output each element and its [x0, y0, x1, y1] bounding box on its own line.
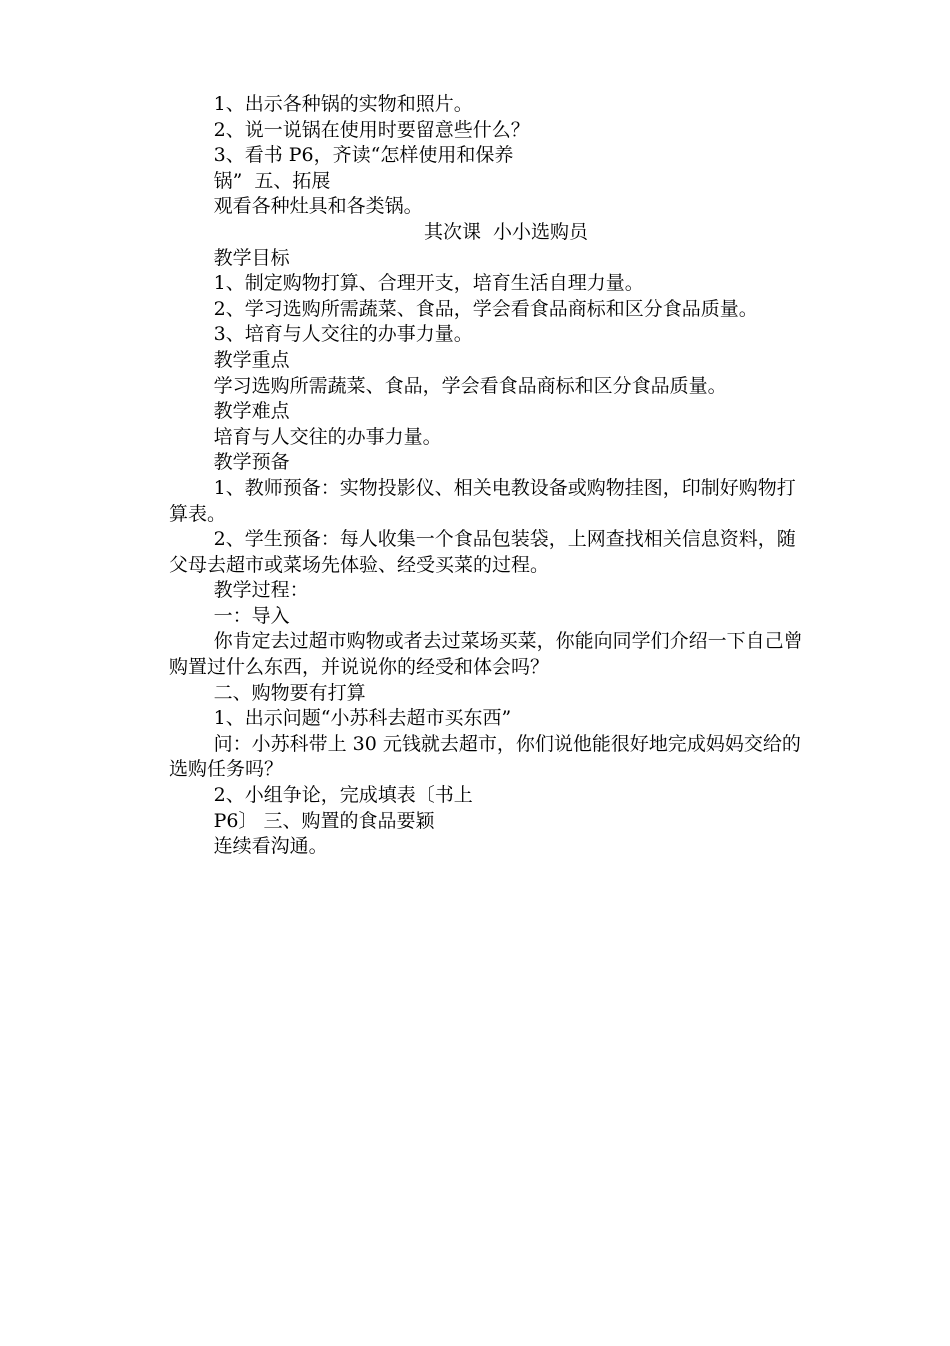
paragraph: P6〕 三、购置的食品要颖 [213, 809, 435, 832]
paragraph: 3、培育与人交往的办事力量。 [213, 323, 473, 346]
lesson-title: 其次课 小小选购员 [423, 220, 589, 243]
section-heading: 教学过程： [213, 579, 309, 602]
paragraph: 2、小组争论，完成填表〔书上 [213, 784, 473, 807]
paragraph: 观看各种灶具和各类锅。 [213, 195, 423, 218]
paragraph: 连续看沟通。 [213, 835, 328, 858]
paragraph: 2、学生预备：每人收集一个食品包装袋，上网查找相关信息资料，随父母去超市或菜场先体验、经受买菜的过程。 [169, 528, 796, 576]
paragraph: 1、教师预备：实物投影仪、相关电教设备或购物挂图，印制好购物打算表。 [169, 476, 796, 525]
section-heading: 教学重点 [213, 348, 290, 371]
paragraph: 锅” 五、拓展 [213, 169, 331, 192]
paragraph: 1、出示问题“小苏科去超市买东西” [213, 707, 512, 730]
section-heading: 教学目标 [213, 246, 290, 269]
paragraph: 2、学习选购所需蔬菜、食品，学会看食品商标和区分食品质量。 [213, 297, 758, 320]
paragraph: 1、制定购物打算、合理开支，培育生活自理力量。 [213, 272, 644, 295]
paragraph: 3、看书 P6，齐读“怎样使用和保养 [213, 144, 514, 167]
section-heading: 教学预备 [213, 451, 290, 474]
paragraph: 1、出示各种锅的实物和照片。 [213, 93, 473, 115]
paragraph: 问：小苏科带上 30 元钱就去超市，你们说他能很好地完成妈妈交给的选购任务吗？ [169, 732, 801, 781]
paragraph: 一：导入 [213, 604, 290, 627]
paragraph: 学习选购所需蔬菜、食品，学会看食品商标和区分食品质量。 [213, 374, 727, 397]
paragraph: 2、说一说锅在使用时要留意些什么？ [213, 118, 530, 141]
paragraph: 你肯定去过超市购物或者去过菜场买菜，你能向同学们介绍一下自己曾购置过什么东西，并说说你的经受和体会吗？ [169, 630, 803, 679]
section-heading: 教学难点 [213, 400, 290, 423]
paragraph: 二、购物要有打算 [213, 681, 366, 704]
document-page [169, 92, 809, 860]
paragraph: 培育与人交往的办事力量。 [213, 425, 442, 448]
